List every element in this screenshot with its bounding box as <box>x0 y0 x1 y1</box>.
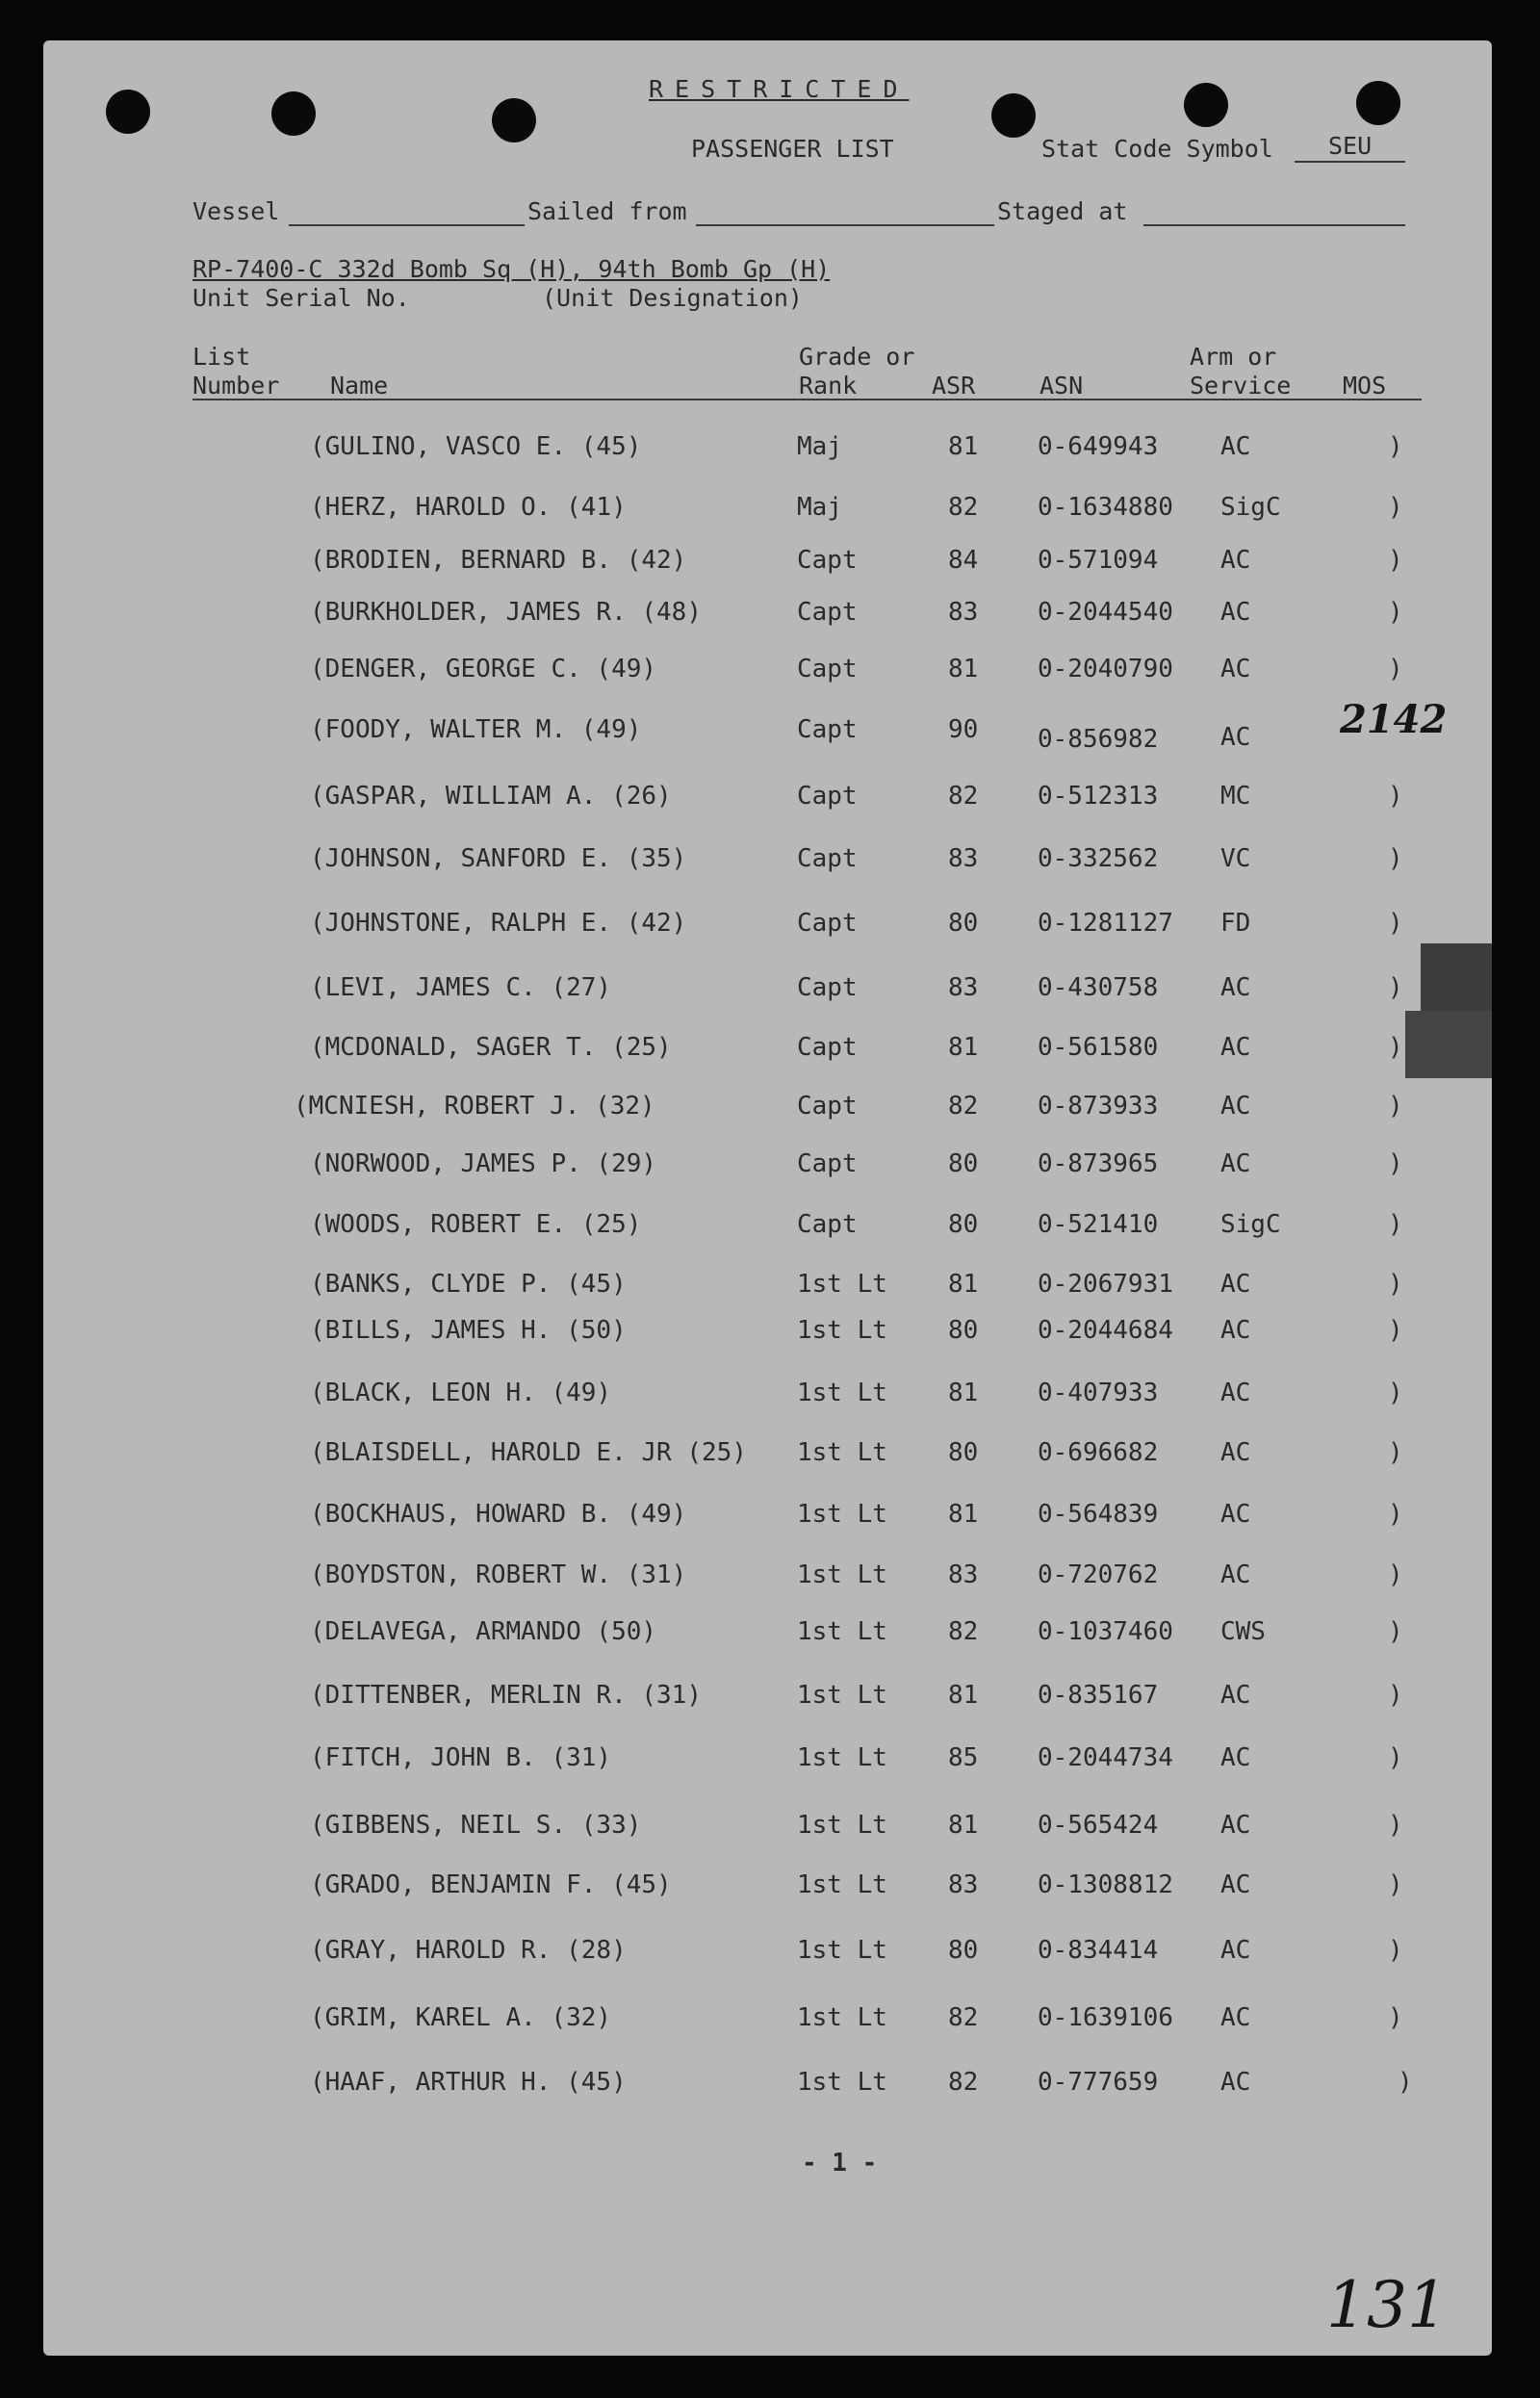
table-row <box>0 2067 1540 2105</box>
asn: 0-1037460 <box>1038 1617 1173 1646</box>
mos: ) <box>1388 1560 1403 1589</box>
asr: 83 <box>948 598 979 627</box>
asr: 83 <box>948 844 979 873</box>
asn: 0-649943 <box>1038 432 1159 461</box>
mos: ) <box>1388 782 1403 811</box>
asr: 82 <box>948 1617 979 1646</box>
asr: 82 <box>948 493 979 522</box>
asn: 0-856982 <box>1038 725 1159 754</box>
asr: 83 <box>948 973 979 1002</box>
grade: 1st Lt <box>797 1936 887 1965</box>
grade: 1st Lt <box>797 1379 887 1407</box>
grade: Capt <box>797 1210 858 1239</box>
mos: ) <box>1388 655 1403 683</box>
asr: 80 <box>948 1936 979 1965</box>
asr: 80 <box>948 1316 979 1345</box>
arm: AC <box>1220 1270 1251 1299</box>
asr: 83 <box>948 1560 979 1589</box>
mos-handwritten: 2142 <box>1340 697 1448 742</box>
asn: 0-873965 <box>1038 1149 1159 1178</box>
table-row <box>0 1315 1540 1354</box>
passenger-name: (GIBBENS, NEIL S. (33) <box>310 1811 642 1840</box>
col-list-number: List <box>192 343 251 371</box>
asn: 0-2040790 <box>1038 655 1173 683</box>
arm: AC <box>1220 1033 1251 1062</box>
passenger-name: (HAAF, ARTHUR H. (45) <box>310 2068 627 2097</box>
arm: VC <box>1220 844 1251 873</box>
asr: 81 <box>948 655 979 683</box>
asr: 81 <box>948 1379 979 1407</box>
table-row <box>0 1378 1540 1416</box>
passenger-name: (MCNIESH, ROBERT J. (32) <box>294 1092 655 1121</box>
arm: SigC <box>1220 493 1281 522</box>
mos: ) <box>1388 1379 1403 1407</box>
asn: 0-696682 <box>1038 1438 1159 1467</box>
mos: ) <box>1388 1870 1403 1899</box>
mos: ) <box>1388 1500 1403 1529</box>
arm: AC <box>1220 1438 1251 1467</box>
grade: Capt <box>797 598 858 627</box>
vessel-line <box>289 224 525 226</box>
asn: 0-1634880 <box>1038 493 1173 522</box>
grade: 1st Lt <box>797 1681 887 1710</box>
table-row <box>0 1091 1540 1129</box>
table-row <box>0 1560 1540 1598</box>
asr: 82 <box>948 1092 979 1121</box>
asr: 81 <box>948 1811 979 1840</box>
asn: 0-720762 <box>1038 1560 1159 1589</box>
asr: 80 <box>948 1149 979 1178</box>
asr: 81 <box>948 1270 979 1299</box>
mos: ) <box>1388 432 1403 461</box>
mos: ) <box>1388 844 1403 873</box>
mos: ) <box>1388 1617 1403 1646</box>
mos: ) <box>1388 493 1403 522</box>
table-row <box>0 431 1540 470</box>
passenger-name: (BOCKHAUS, HOWARD B. (49) <box>310 1500 687 1529</box>
arm: AC <box>1220 1149 1251 1178</box>
passenger-name: (JOHNSON, SANFORD E. (35) <box>310 844 687 873</box>
table-row <box>0 1616 1540 1655</box>
arm: AC <box>1220 2003 1251 2032</box>
mos: ) <box>1388 1092 1403 1121</box>
grade: Capt <box>797 782 858 811</box>
grade: 1st Lt <box>797 1617 887 1646</box>
punch-hole <box>106 90 150 134</box>
punch-hole <box>271 91 316 136</box>
table-row <box>0 908 1540 946</box>
passenger-name: (BURKHOLDER, JAMES R. (48) <box>310 598 702 627</box>
passenger-name: (GRIM, KAREL A. (32) <box>310 2003 612 2032</box>
asr: 90 <box>948 715 979 744</box>
arm: AC <box>1220 2068 1251 2097</box>
passenger-name: (JOHNSTONE, RALPH E. (42) <box>310 909 687 938</box>
passenger-name: (MCDONALD, SAGER T. (25) <box>310 1033 672 1062</box>
passenger-name: (GASPAR, WILLIAM A. (26) <box>310 782 672 811</box>
table-row <box>0 492 1540 530</box>
header-rule <box>192 399 1422 400</box>
asn: 0-571094 <box>1038 546 1159 575</box>
staged-at-label: Staged at <box>997 197 1128 225</box>
asn: 0-332562 <box>1038 844 1159 873</box>
col-list-number-2: Number <box>192 372 280 400</box>
arm: AC <box>1220 1316 1251 1345</box>
mos: ) <box>1388 1316 1403 1345</box>
grade: Capt <box>797 1092 858 1121</box>
sailed-from-label: Sailed from <box>527 197 687 225</box>
grade: Capt <box>797 655 858 683</box>
arm: CWS <box>1220 1617 1266 1646</box>
grade: Capt <box>797 844 858 873</box>
table-row <box>0 1499 1540 1537</box>
asn: 0-561580 <box>1038 1033 1159 1062</box>
table-row <box>0 1742 1540 1781</box>
grade: 1st Lt <box>797 1870 887 1899</box>
col-name: Name <box>330 372 389 400</box>
arm: AC <box>1220 1811 1251 1840</box>
mos: ) <box>1398 2068 1413 2097</box>
passenger-name: (GULINO, VASCO E. (45) <box>310 432 642 461</box>
mos: ) <box>1388 546 1403 575</box>
asr: 82 <box>948 2068 979 2097</box>
arm: AC <box>1220 973 1251 1002</box>
grade: 1st Lt <box>797 1500 887 1529</box>
unit-designation-label: (Unit Designation) <box>542 284 803 312</box>
arm: AC <box>1220 1379 1251 1407</box>
stat-code-label: Stat Code Symbol <box>1041 135 1273 163</box>
mos: ) <box>1388 2003 1403 2032</box>
col-grade-2: Rank <box>799 372 858 400</box>
handwritten-page-number: 131 <box>1326 2268 1448 2342</box>
table-row <box>0 545 1540 583</box>
asn: 0-2044684 <box>1038 1316 1173 1345</box>
grade: Capt <box>797 1033 858 1062</box>
grade: Capt <box>797 1149 858 1178</box>
arm: AC <box>1220 1500 1251 1529</box>
page-number: - 1 - <box>802 2149 878 2178</box>
table-row <box>0 1209 1540 1248</box>
asr: 81 <box>948 1500 979 1529</box>
grade: 1st Lt <box>797 2003 887 2032</box>
grade: Capt <box>797 909 858 938</box>
grade: Capt <box>797 546 858 575</box>
arm: FD <box>1220 909 1251 938</box>
arm: AC <box>1220 1092 1251 1121</box>
table-row <box>0 2002 1540 2041</box>
grade: 1st Lt <box>797 2068 887 2097</box>
arm: SigC <box>1220 1210 1281 1239</box>
passenger-name: (DENGER, GEORGE C. (49) <box>310 655 657 683</box>
asn: 0-2044734 <box>1038 1743 1173 1772</box>
table-row <box>0 1269 1540 1307</box>
passenger-name: (LEVI, JAMES C. (27) <box>310 973 612 1002</box>
mos: ) <box>1388 598 1403 627</box>
asr: 80 <box>948 1210 979 1239</box>
passenger-name: (FOODY, WALTER M. (49) <box>310 715 642 744</box>
table-row <box>0 1810 1540 1848</box>
passenger-name: (WOODS, ROBERT E. (25) <box>310 1210 642 1239</box>
col-arm-2: Service <box>1190 372 1292 400</box>
col-mos: MOS <box>1343 372 1387 400</box>
asn: 0-1308812 <box>1038 1870 1173 1899</box>
arm: AC <box>1220 1681 1251 1710</box>
passenger-name: (GRADO, BENJAMIN F. (45) <box>310 1870 672 1899</box>
asr: 80 <box>948 909 979 938</box>
mos: ) <box>1388 1149 1403 1178</box>
asn: 0-835167 <box>1038 1681 1159 1710</box>
restricted-heading: RESTRICTED <box>649 75 910 103</box>
table-row <box>0 1437 1540 1476</box>
asn: 0-873933 <box>1038 1092 1159 1121</box>
asn: 0-2044540 <box>1038 598 1173 627</box>
asr: 85 <box>948 1743 979 1772</box>
list-title: PASSENGER LIST <box>691 135 894 163</box>
table-row <box>0 1032 1540 1070</box>
punch-hole <box>1356 81 1400 125</box>
passenger-name: (BANKS, CLYDE P. (45) <box>310 1270 627 1299</box>
punch-hole <box>991 93 1036 138</box>
arm: AC <box>1220 655 1251 683</box>
passenger-name: (NORWOOD, JAMES P. (29) <box>310 1149 657 1178</box>
passenger-name: (BLACK, LEON H. (49) <box>310 1379 612 1407</box>
arm: AC <box>1220 432 1251 461</box>
stat-code-value: SEU <box>1328 132 1373 160</box>
asr: 82 <box>948 782 979 811</box>
grade: 1st Lt <box>797 1316 887 1345</box>
grade: 1st Lt <box>797 1811 887 1840</box>
unit-line: RP-7400-C 332d Bomb Sq (H), 94th Bomb Gp (H) <box>192 255 831 283</box>
table-row <box>0 1935 1540 1973</box>
asn: 0-565424 <box>1038 1811 1159 1840</box>
table-row <box>0 843 1540 882</box>
asn: 0-777659 <box>1038 2068 1159 2097</box>
mos: ) <box>1388 1936 1403 1965</box>
asn: 0-430758 <box>1038 973 1159 1002</box>
mos: ) <box>1388 1033 1403 1062</box>
col-asn: ASN <box>1040 372 1084 400</box>
table-row <box>0 654 1540 692</box>
arm: AC <box>1220 723 1251 752</box>
asn: 0-512313 <box>1038 782 1159 811</box>
asn: 0-521410 <box>1038 1210 1159 1239</box>
punch-hole <box>1184 83 1228 127</box>
stat-code-underline <box>1295 161 1405 163</box>
mos: ) <box>1388 1210 1403 1239</box>
asr: 83 <box>948 1870 979 1899</box>
col-grade: Grade or <box>799 343 915 371</box>
asn: 0-564839 <box>1038 1500 1159 1529</box>
sailed-line <box>696 224 994 226</box>
col-asr: ASR <box>932 372 976 400</box>
table-row <box>0 1148 1540 1187</box>
mos: ) <box>1388 1743 1403 1772</box>
passenger-name: (HERZ, HAROLD O. (41) <box>310 493 627 522</box>
grade: 1st Lt <box>797 1743 887 1772</box>
passenger-name: (FITCH, JOHN B. (31) <box>310 1743 612 1772</box>
mos: ) <box>1388 909 1403 938</box>
asr: 81 <box>948 1033 979 1062</box>
arm: AC <box>1220 598 1251 627</box>
mos: ) <box>1388 1681 1403 1710</box>
arm: MC <box>1220 782 1251 811</box>
table-row <box>0 697 1540 754</box>
table-row <box>0 781 1540 819</box>
grade: Maj <box>797 493 842 522</box>
passenger-name: (BLAISDELL, HAROLD E. JR (25) <box>310 1438 747 1467</box>
asr: 81 <box>948 1681 979 1710</box>
arm: AC <box>1220 1936 1251 1965</box>
asn: 0-407933 <box>1038 1379 1159 1407</box>
arm: AC <box>1220 1743 1251 1772</box>
table-row <box>0 597 1540 635</box>
passenger-name: (BRODIEN, BERNARD B. (42) <box>310 546 687 575</box>
table-row <box>0 972 1540 1011</box>
asn: 0-834414 <box>1038 1936 1159 1965</box>
staged-line <box>1143 224 1405 226</box>
grade: Maj <box>797 432 842 461</box>
passenger-name: (GRAY, HAROLD R. (28) <box>310 1936 627 1965</box>
grade: 1st Lt <box>797 1438 887 1467</box>
passenger-name: (BILLS, JAMES H. (50) <box>310 1316 627 1345</box>
grade: 1st Lt <box>797 1270 887 1299</box>
asr: 82 <box>948 2003 979 2032</box>
grade: Capt <box>797 715 858 744</box>
table-row <box>0 1680 1540 1718</box>
passenger-name: (DELAVEGA, ARMANDO (50) <box>310 1617 657 1646</box>
punch-hole <box>492 98 536 142</box>
vessel-label: Vessel <box>192 197 280 225</box>
mos: ) <box>1388 1811 1403 1840</box>
asn: 0-2067931 <box>1038 1270 1173 1299</box>
arm: AC <box>1220 1560 1251 1589</box>
asr: 84 <box>948 546 979 575</box>
passenger-name: (DITTENBER, MERLIN R. (31) <box>310 1681 702 1710</box>
grade: 1st Lt <box>797 1560 887 1589</box>
asr: 81 <box>948 432 979 461</box>
arm: AC <box>1220 546 1251 575</box>
arm: AC <box>1220 1870 1251 1899</box>
passenger-name: (BOYDSTON, ROBERT W. (31) <box>310 1560 687 1589</box>
asn: 0-1281127 <box>1038 909 1173 938</box>
mos: ) <box>1388 1438 1403 1467</box>
table-row <box>0 1869 1540 1908</box>
unit-serial-label: Unit Serial No. <box>192 284 410 312</box>
col-arm: Arm or <box>1190 343 1277 371</box>
grade: Capt <box>797 973 858 1002</box>
mos: ) <box>1388 1270 1403 1299</box>
mos: ) <box>1388 973 1403 1002</box>
asn: 0-1639106 <box>1038 2003 1173 2032</box>
asr: 80 <box>948 1438 979 1467</box>
